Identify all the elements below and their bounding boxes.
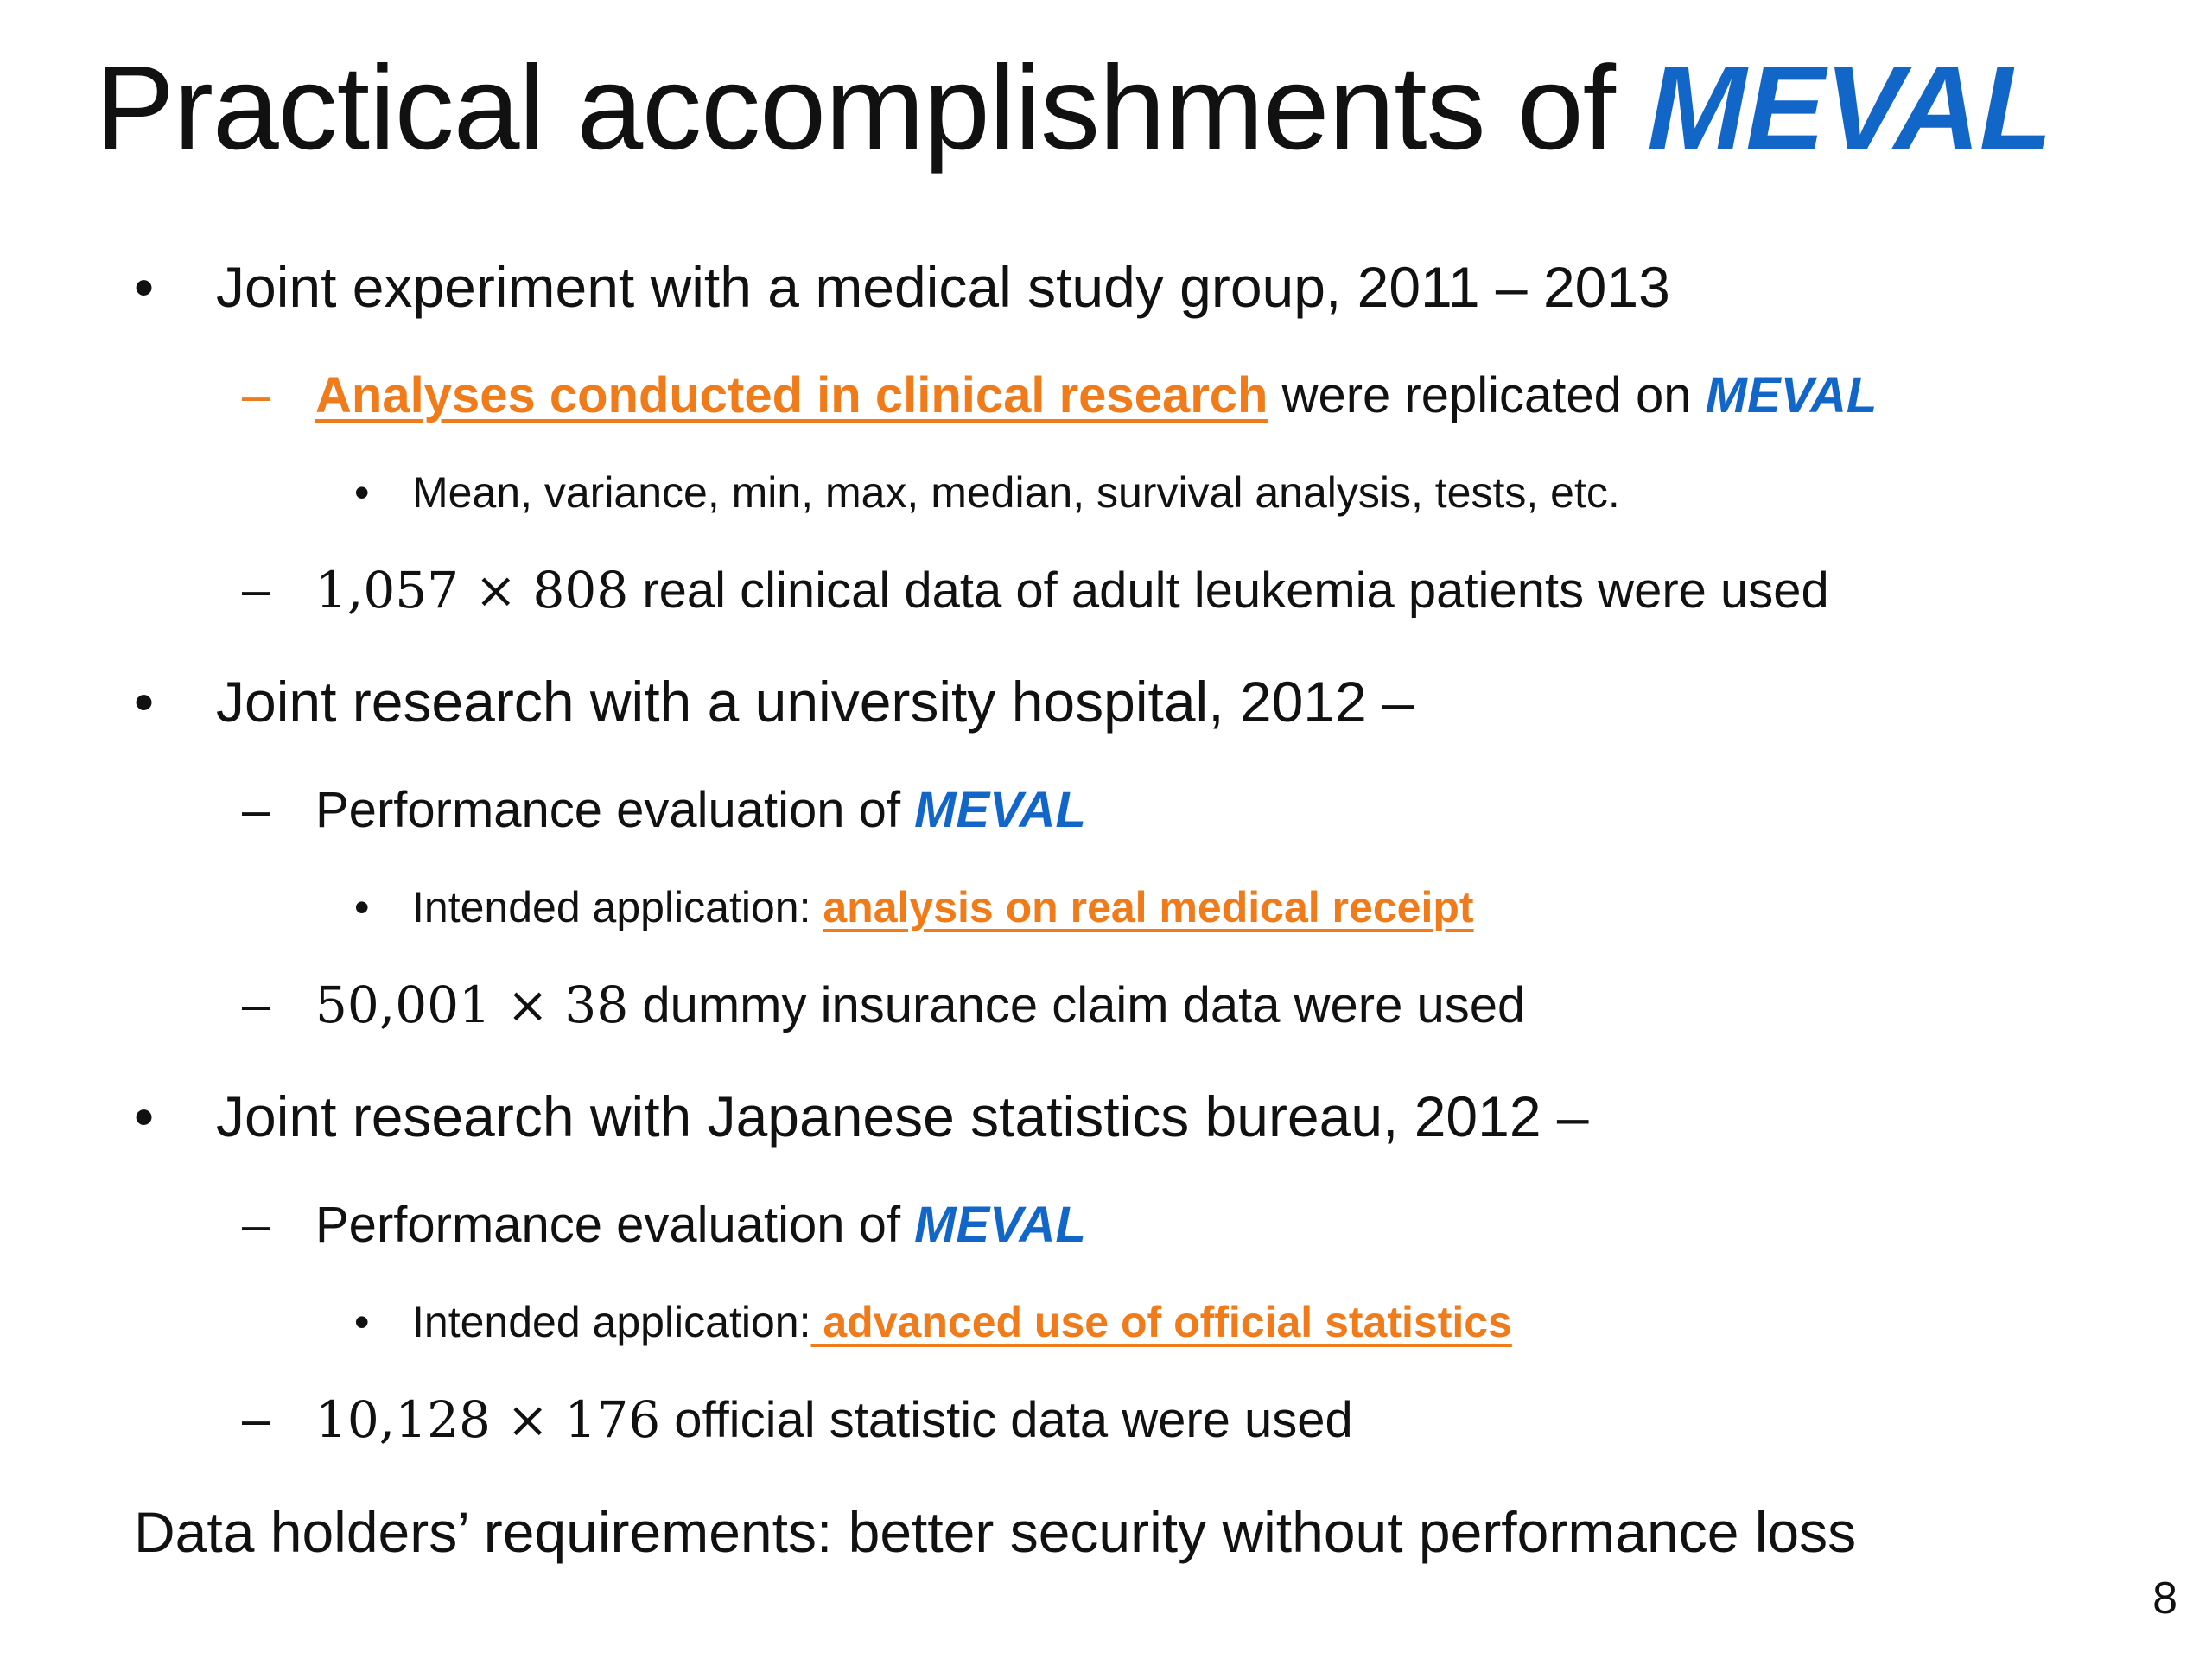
dash-marker: – xyxy=(242,782,270,838)
slide-title xyxy=(95,35,2051,181)
item-text: were replicated on xyxy=(1268,367,1706,423)
section-2-item-2 xyxy=(315,975,1525,1036)
item-text: real clinical data of adult leukemia patients were used xyxy=(628,563,1829,619)
title-prefix: Practical accomplishments of xyxy=(95,41,1648,175)
section-heading-1: Joint experiment with a medical study group, 2011 – 2013 xyxy=(216,255,1670,319)
detail-label: Intended application: xyxy=(412,1298,811,1346)
data-dimensions: 1,057 × 808 xyxy=(315,561,629,620)
bullet-marker: • xyxy=(354,1298,370,1346)
footer-requirements: Data holders’ requirements: better security without performance loss xyxy=(134,1500,1857,1564)
highlight-application: analysis on real medical receipt xyxy=(823,883,1474,931)
section-3-item-2 xyxy=(315,1389,1353,1451)
item-text: dummy insurance claim data were used xyxy=(628,977,1526,1033)
dash-marker: – xyxy=(242,562,270,618)
highlight-application: advanced use of official statistics xyxy=(810,1298,1512,1346)
dash-marker: – xyxy=(242,1197,270,1253)
brand-mention: MEVAL xyxy=(914,1197,1086,1253)
brand-mention: MEVAL xyxy=(914,782,1086,838)
section-2-item-1 xyxy=(315,780,1086,841)
title-brand: MEVAL xyxy=(1647,41,2052,175)
data-dimensions: 10,128 × 176 xyxy=(315,1390,661,1449)
bullet-marker: • xyxy=(134,1084,155,1148)
section-2-detail xyxy=(412,881,1474,933)
section-1-item-2 xyxy=(315,560,1829,621)
dash-marker: – xyxy=(242,367,270,423)
item-text: Performance evaluation of xyxy=(315,782,915,838)
item-text: Performance evaluation of xyxy=(315,1197,915,1253)
section-heading-2: Joint research with a university hospital, 2012 – xyxy=(216,670,1414,734)
section-3-detail xyxy=(412,1296,1512,1348)
dash-marker: – xyxy=(242,976,270,1033)
item-text: official statistic data were used xyxy=(660,1392,1353,1448)
bullet-marker: • xyxy=(354,883,370,931)
bullet-marker: • xyxy=(134,670,155,734)
highlight-analyses: Analyses conducted in clinical research xyxy=(315,367,1268,423)
section-heading-3: Joint research with Japanese statistics bureau, 2012 – xyxy=(216,1084,1589,1148)
brand-mention: MEVAL xyxy=(1705,367,1878,423)
section-1-item-1 xyxy=(315,365,1877,426)
data-dimensions: 50,001 × 38 xyxy=(315,976,629,1034)
bullet-marker: • xyxy=(134,255,155,319)
dash-marker: – xyxy=(242,1391,270,1447)
detail-label: Intended application: xyxy=(412,883,823,931)
section-3-item-1 xyxy=(315,1195,1086,1255)
page-number: 8 xyxy=(2152,1573,2177,1624)
bullet-marker: • xyxy=(354,468,370,517)
section-1-detail: Mean, variance, min, max, median, survival analysis, tests, etc. xyxy=(412,468,1620,517)
